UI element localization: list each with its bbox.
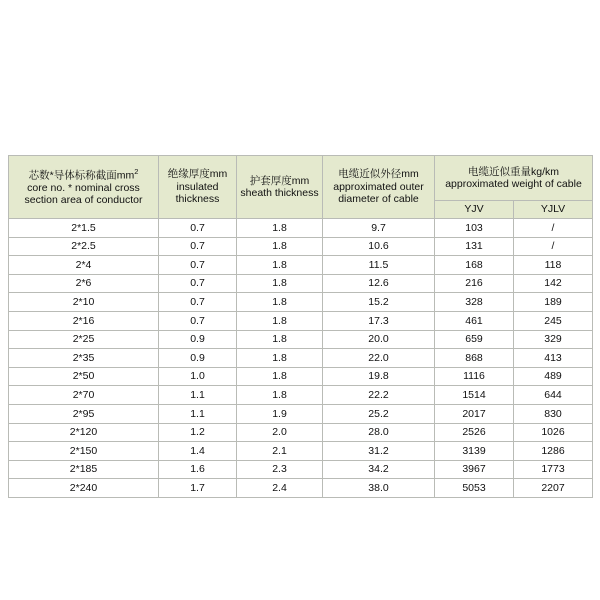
cell-weight-yjlv: 329 [514, 330, 593, 349]
cell-insulation: 1.4 [159, 442, 237, 461]
cell-weight-yjlv: 489 [514, 367, 593, 386]
cell-weight-yjlv: 142 [514, 274, 593, 293]
cell-insulation: 1.7 [159, 479, 237, 498]
cell-conductor: 2*70 [9, 386, 159, 405]
cell-outer-diameter: 38.0 [323, 479, 435, 498]
cell-outer-diameter: 11.5 [323, 256, 435, 275]
cell-insulation: 1.1 [159, 404, 237, 423]
cable-spec-table-wrapper [8, 155, 592, 498]
cell-weight-yjlv: 2207 [514, 479, 593, 498]
cell-insulation: 0.7 [159, 311, 237, 330]
cell-outer-diameter: 28.0 [323, 423, 435, 442]
cell-outer-diameter: 22.0 [323, 349, 435, 368]
cell-outer-diameter: 25.2 [323, 404, 435, 423]
cell-conductor: 2*240 [9, 479, 159, 498]
cell-insulation: 0.7 [159, 274, 237, 293]
table-row [9, 423, 593, 442]
table-row [9, 330, 593, 349]
cell-sheath: 2.0 [237, 423, 323, 442]
cell-sheath: 1.8 [237, 311, 323, 330]
cell-conductor: 2*120 [9, 423, 159, 442]
cell-insulation: 1.6 [159, 460, 237, 479]
header-en-outer-diameter: approximated outer diameter of cable [333, 180, 424, 206]
cell-outer-diameter: 20.0 [323, 330, 435, 349]
cell-weight-yjlv: / [514, 237, 593, 256]
cell-conductor: 2*95 [9, 404, 159, 423]
cell-weight-yjv: 1116 [435, 367, 514, 386]
cell-conductor: 2*10 [9, 293, 159, 312]
table-body [9, 219, 593, 498]
table-row [9, 349, 593, 368]
cell-weight-yjlv: 1773 [514, 460, 593, 479]
header-cell-conductor [9, 156, 159, 219]
table-row [9, 219, 593, 238]
cell-insulation: 0.7 [159, 256, 237, 275]
header-sup-conductor: 2 [134, 166, 139, 176]
cell-sheath: 1.8 [237, 386, 323, 405]
cell-sheath: 1.8 [237, 330, 323, 349]
cell-sheath: 1.8 [237, 237, 323, 256]
cell-weight-yjlv: 644 [514, 386, 593, 405]
header-en-insulation: insulated thickness [175, 180, 220, 206]
cell-sheath: 1.9 [237, 404, 323, 423]
cell-weight-yjv: 328 [435, 293, 514, 312]
cell-sheath: 1.8 [237, 293, 323, 312]
cell-weight-yjv: 2017 [435, 404, 514, 423]
cell-conductor: 2*1.5 [9, 219, 159, 238]
table-row [9, 479, 593, 498]
table-row [9, 367, 593, 386]
cell-weight-yjv: 5053 [435, 479, 514, 498]
table-row [9, 237, 593, 256]
cell-insulation: 0.7 [159, 293, 237, 312]
cell-weight-yjlv: / [514, 219, 593, 238]
header-en-conductor: core no. * nominal cross section area of conductor [24, 181, 143, 206]
cell-conductor: 2*35 [9, 349, 159, 368]
table-row [9, 386, 593, 405]
cell-sheath: 1.8 [237, 349, 323, 368]
cell-insulation: 0.7 [159, 237, 237, 256]
cell-outer-diameter: 22.2 [323, 386, 435, 405]
cell-insulation: 1.1 [159, 386, 237, 405]
cell-weight-yjlv: 830 [514, 404, 593, 423]
cell-conductor: 2*16 [9, 311, 159, 330]
cell-weight-yjlv: 118 [514, 256, 593, 275]
header-cn-conductor: 芯数*导体标称截面$mm^2$ [28, 166, 139, 182]
cell-weight-yjlv: 189 [514, 293, 593, 312]
cell-sheath: 2.3 [237, 460, 323, 479]
cell-conductor: 2*50 [9, 367, 159, 386]
cell-conductor: 2*4 [9, 256, 159, 275]
cell-weight-yjv: 216 [435, 274, 514, 293]
cell-conductor: 2*6 [9, 274, 159, 293]
cell-outer-diameter: 17.3 [323, 311, 435, 330]
cell-sheath: 1.8 [237, 274, 323, 293]
header-cell-yjlv: YJLV [514, 201, 593, 219]
cable-spec-table [8, 155, 593, 498]
cell-weight-yjv: 168 [435, 256, 514, 275]
cell-sheath: 1.8 [237, 367, 323, 386]
cell-outer-diameter: 9.7 [323, 219, 435, 238]
table-row [9, 311, 593, 330]
cell-outer-diameter: 10.6 [323, 237, 435, 256]
cell-weight-yjv: 1514 [435, 386, 514, 405]
table-row [9, 256, 593, 275]
header-cn-insulation: 绝缘厚度mm [167, 168, 228, 181]
header-cn-sheath: 护套厚度mm [249, 174, 310, 187]
table-row [9, 460, 593, 479]
cell-insulation: 0.9 [159, 349, 237, 368]
header-cell-yjv: YJV [435, 201, 514, 219]
cell-outer-diameter: 15.2 [323, 293, 435, 312]
cell-weight-yjlv: 1286 [514, 442, 593, 461]
cell-conductor: 2*25 [9, 330, 159, 349]
header-cn-weight: 电缆近似重量kg/km [467, 165, 559, 178]
cell-conductor: 2*150 [9, 442, 159, 461]
cell-weight-yjv: 131 [435, 237, 514, 256]
cell-conductor: 2*2.5 [9, 237, 159, 256]
cell-insulation: 0.9 [159, 330, 237, 349]
table-row [9, 442, 593, 461]
cell-weight-yjv: 103 [435, 219, 514, 238]
header-cell-outer-diameter [323, 156, 435, 219]
cell-insulation: 0.7 [159, 219, 237, 238]
cell-sheath: 1.8 [237, 219, 323, 238]
cell-weight-yjv: 2526 [435, 423, 514, 442]
cell-weight-yjlv: 245 [514, 311, 593, 330]
cell-conductor: 2*185 [9, 460, 159, 479]
cell-weight-yjv: 461 [435, 311, 514, 330]
cell-outer-diameter: 34.2 [323, 460, 435, 479]
cell-sheath: 2.1 [237, 442, 323, 461]
cell-insulation: 1.0 [159, 367, 237, 386]
header-en-sheath: sheath thickness [240, 187, 319, 199]
cell-weight-yjv: 659 [435, 330, 514, 349]
header-cell-sheath [237, 156, 323, 219]
cell-weight-yjlv: 1026 [514, 423, 593, 442]
cell-sheath: 1.8 [237, 256, 323, 275]
cell-insulation: 1.2 [159, 423, 237, 442]
cell-weight-yjv: 3139 [435, 442, 514, 461]
header-cell-insulation [159, 156, 237, 219]
cell-weight-yjv: 868 [435, 349, 514, 368]
header-cn-outer-diameter: 电缆近似外径mm [338, 168, 419, 181]
cell-outer-diameter: 19.8 [323, 367, 435, 386]
table-row [9, 293, 593, 312]
table-row [9, 404, 593, 423]
cell-outer-diameter: 31.2 [323, 442, 435, 461]
cell-weight-yjv: 3967 [435, 460, 514, 479]
cell-weight-yjlv: 413 [514, 349, 593, 368]
header-row-main [9, 156, 593, 201]
header-cell-weight [435, 156, 593, 201]
header-en-weight: approximated weight of cable [445, 178, 582, 190]
table-row [9, 274, 593, 293]
cell-outer-diameter: 12.6 [323, 274, 435, 293]
table-head [9, 156, 593, 219]
cell-sheath: 2.4 [237, 479, 323, 498]
